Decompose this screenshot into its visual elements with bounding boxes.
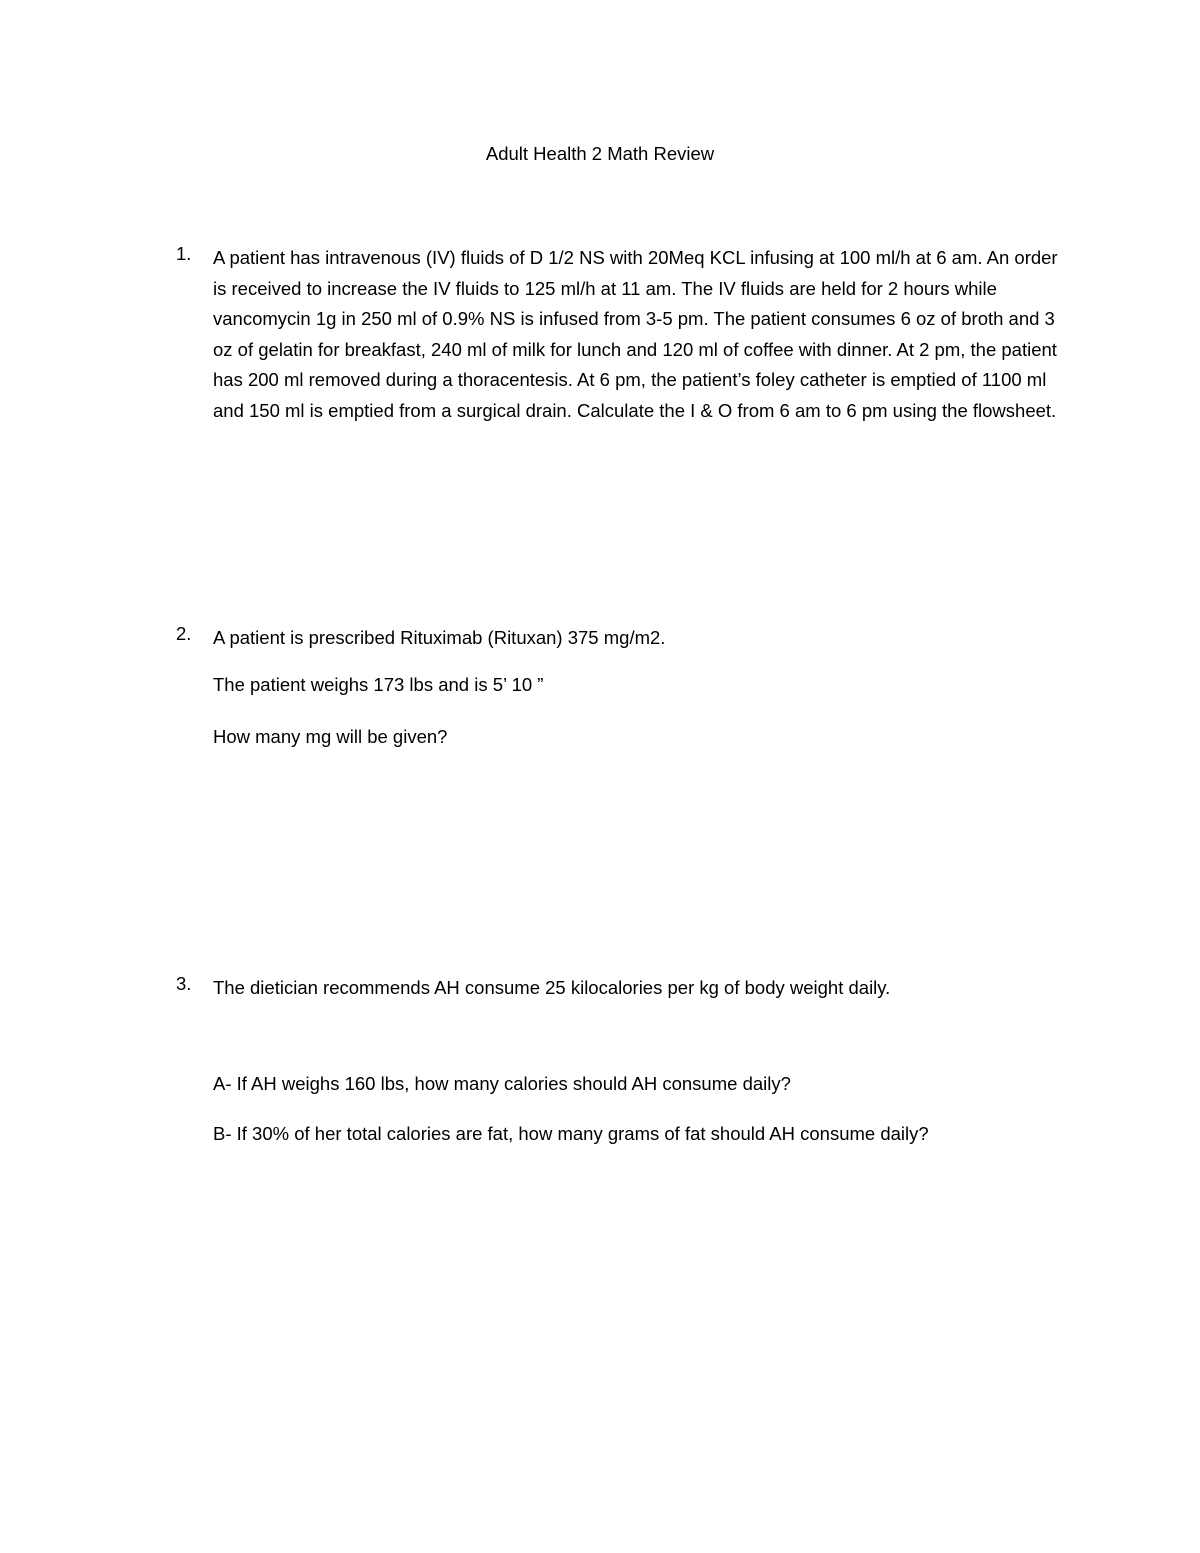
question-text: A patient is prescribed Rituximab (Rituxan) 375 mg/m2. bbox=[213, 627, 666, 648]
question-2-prompt: How many mg will be given? bbox=[213, 726, 448, 747]
question-3-part-b: B- If 30% of her total calories are fat, how many grams of fat should AH consume daily? bbox=[213, 1123, 929, 1144]
question-3-part-a: A- If AH weighs 160 lbs, how many calories should AH consume daily? bbox=[213, 1073, 791, 1094]
question-2-detail: The patient weighs 173 lbs and is 5’ 10 ” bbox=[213, 674, 544, 695]
question-number: 1. bbox=[176, 243, 192, 264]
question-text: A patient has intravenous (IV) fluids of D 1/2 NS with 20Meq KCL infusing at 100 ml/h at 6 am. An order is received to increase the IV fluids to 125 ml/h at 11 am. The IV fluids are held for 2 hours while vancomycin 1g in 250 ml of 0.9% NS is infused from 3-5 pm. The patient consumes 6 oz of broth and 3 oz of gelatin for breakfast, 240 ml of milk for lunch and 120 ml of coffee with dinner. At 2 pm, the patient has 200 ml removed during a thoracentesis. At 6 pm, the patient’s foley catheter is emptied of 1100 ml and 150 ml is emptied from a surgical drain. Calculate the I & O from 6 am to 6 pm using the flowsheet. bbox=[213, 247, 1058, 421]
question-number: 2. bbox=[176, 623, 192, 644]
question-text: The dietician recommends AH consume 25 kilocalories per kg of body weight daily. bbox=[213, 977, 891, 998]
question-number: 3. bbox=[176, 973, 192, 994]
document-title: Adult Health 2 Math Review bbox=[485, 143, 715, 164]
